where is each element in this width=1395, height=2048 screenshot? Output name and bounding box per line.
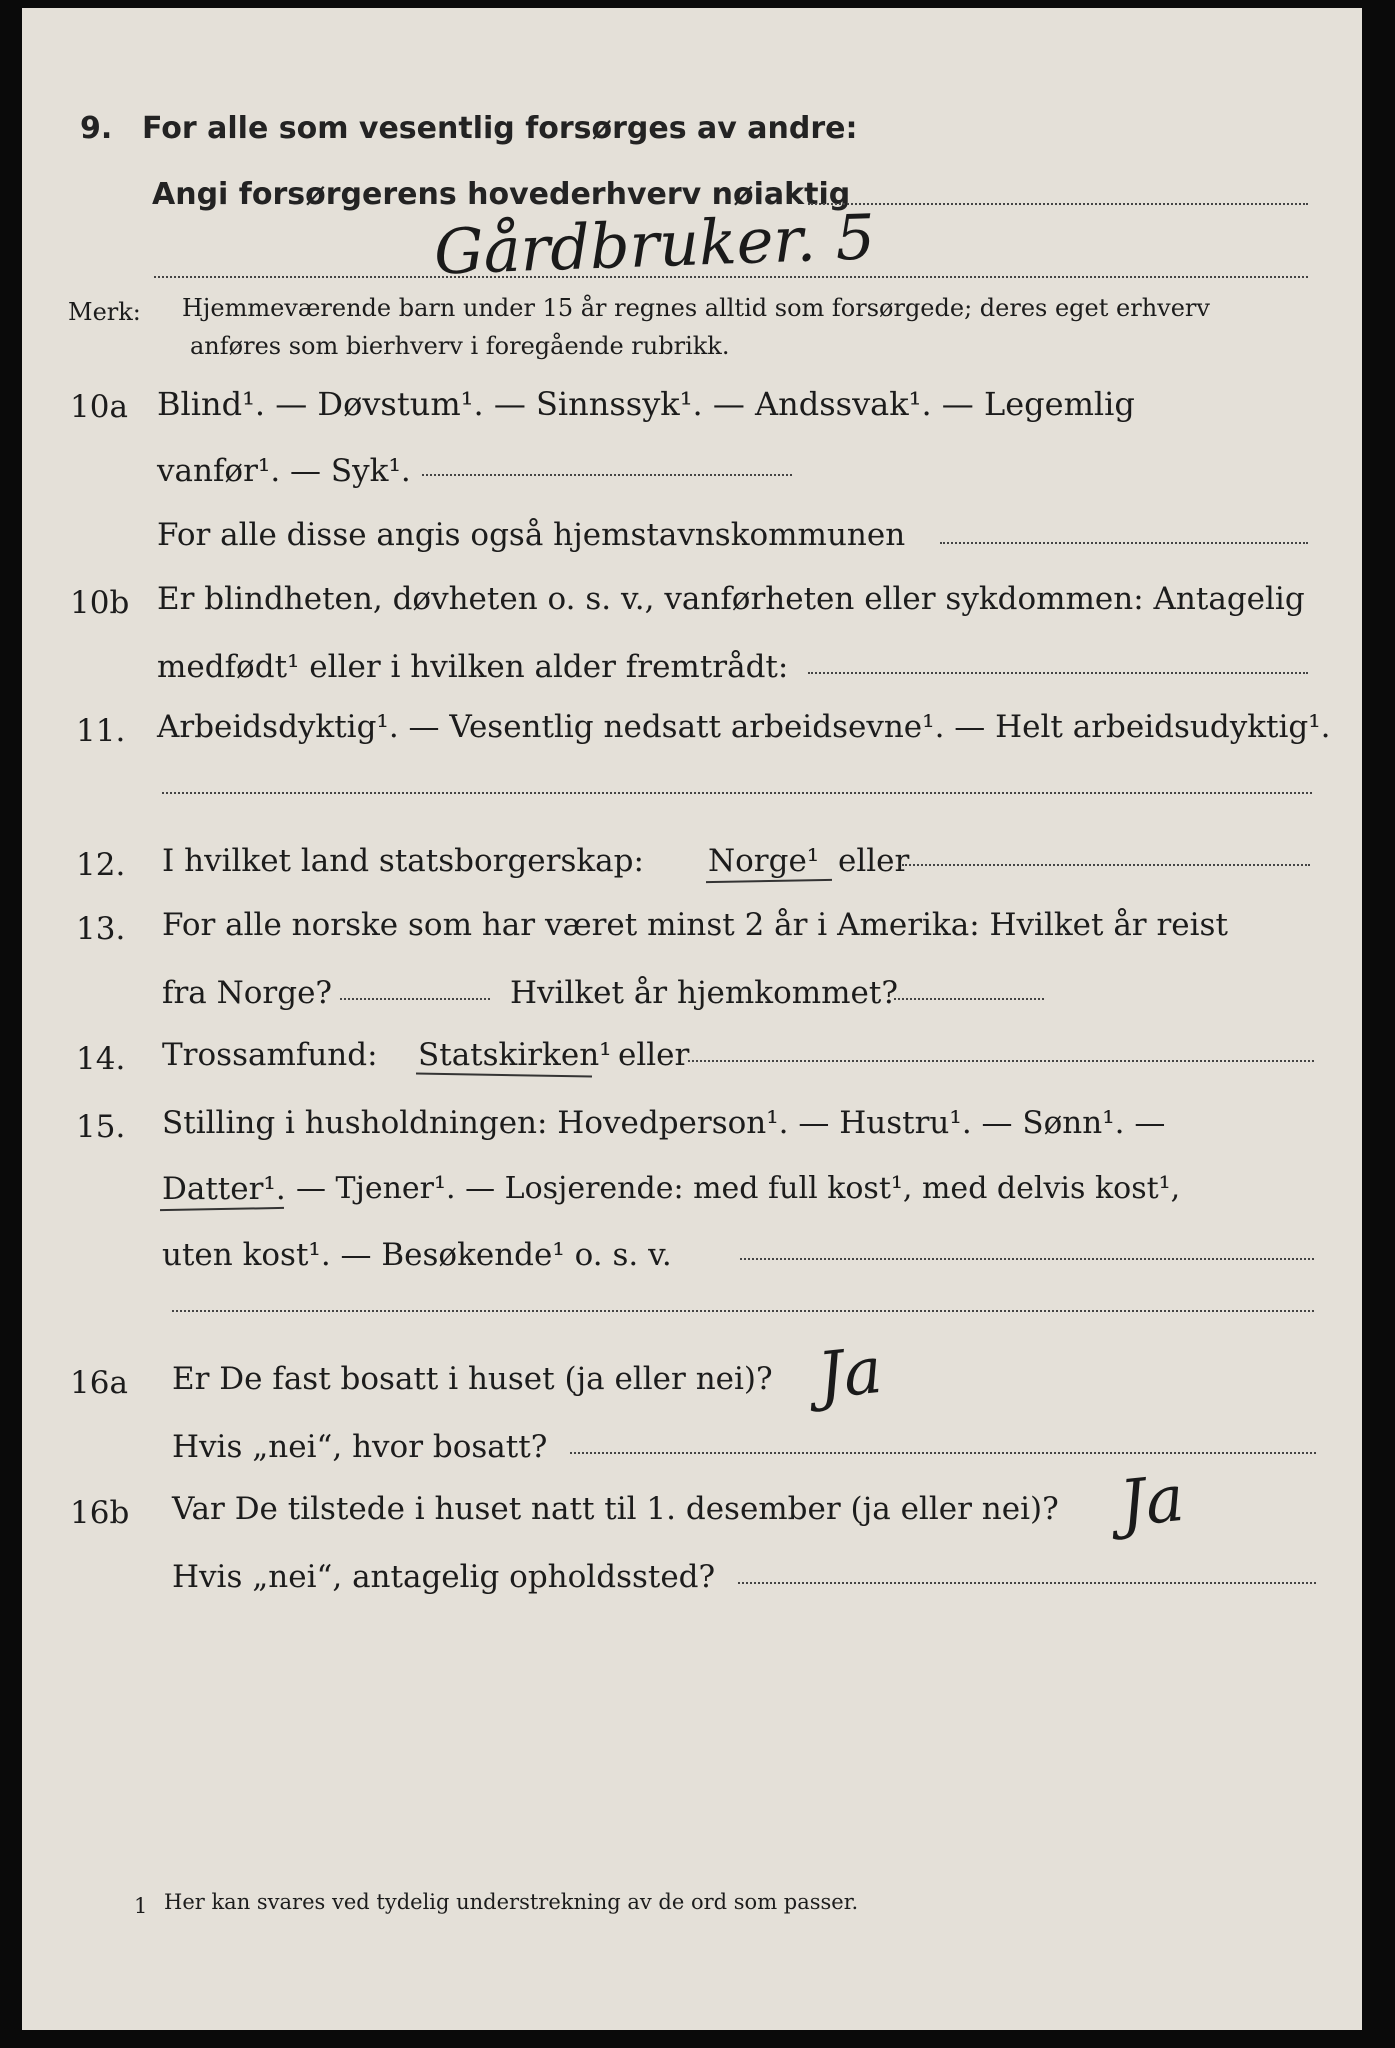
q10a-line-1: Blind¹. — Døvstum¹. — Sinnssyk¹. — Andssvak¹. — Legemlig xyxy=(157,385,1135,423)
q10b-number: 10b xyxy=(70,585,130,621)
q12-number: 12. xyxy=(76,847,126,883)
q11-line-1: Arbeidsdyktig¹. — Vesentlig nedsatt arbeidsevne¹. — Helt arbeidsudyktig¹. xyxy=(157,709,1331,745)
census-form-page xyxy=(22,8,1362,2030)
q16a-number: 16a xyxy=(70,1365,128,1401)
q15-choice-datter: Datter¹. xyxy=(162,1171,286,1207)
q16a-line-2-field xyxy=(570,1452,1316,1454)
q13-year-returned-field xyxy=(894,998,1044,1000)
q11-answer-line xyxy=(162,792,1312,794)
q9-title: For alle som vesentlig forsørges av andre: xyxy=(142,111,858,146)
q15-line-3: uten kost¹. — Besøkende¹ o. s. v. xyxy=(162,1237,672,1273)
q16b-line-2: Hvis „nei“, antagelig opholdssted? xyxy=(172,1559,716,1595)
note-label: Merk: xyxy=(68,298,141,326)
q14-suffix: eller xyxy=(618,1037,690,1073)
q15-line-3-field xyxy=(740,1258,1314,1260)
q14-field xyxy=(688,1060,1314,1062)
q13-line-2b: Hvilket år hjemkommet? xyxy=(510,975,898,1011)
q10b-line-2: medfødt¹ eller i hvilken alder fremtrådt: xyxy=(157,649,789,685)
q12-field xyxy=(902,864,1310,866)
q16b-line-1: Var De tilstede i huset natt til 1. desember (ja eller nei)? xyxy=(172,1491,1059,1527)
q10a-line-3: For alle disse angis også hjemstavnskommunen xyxy=(157,517,906,553)
q9-subtitle: Angi forsørgerens hovederhverv nøiaktig xyxy=(152,177,851,212)
q13-line-2a: fra Norge? xyxy=(162,975,333,1011)
q15-number: 15. xyxy=(76,1109,126,1145)
q16a-line-1: Er De fast bosatt i huset (ja eller nei)? xyxy=(172,1361,773,1397)
q16b-number: 16b xyxy=(70,1495,130,1531)
note-line-2: anføres som bierhverv i foregående rubrikk. xyxy=(190,332,730,360)
q10a-line-2: vanfør¹. — Syk¹. xyxy=(157,453,411,489)
q13-line-1: For alle norske som har været minst 2 år i Amerika: Hvilket år reist xyxy=(162,907,1228,943)
q9-handwritten-answer: Gårdbruker. 5 xyxy=(432,200,877,289)
q10b-line-2-field xyxy=(808,672,1308,674)
q9-answer-line xyxy=(154,276,1308,278)
q16b-line-2-field xyxy=(738,1582,1316,1584)
q16b-handwritten-answer: Ja xyxy=(1116,1461,1188,1543)
note-line-1: Hjemmeværende barn under 15 år regnes alltid som forsørgede; deres eget erhverv xyxy=(182,294,1210,322)
q12-choice-norge: Norge¹ xyxy=(708,843,820,879)
q12-prefix: I hvilket land statsborgerskap: xyxy=(162,843,644,879)
q10a-line-3-field xyxy=(940,542,1308,544)
q15-underline xyxy=(160,1207,284,1211)
q10a-number: 10a xyxy=(70,389,128,425)
q15-line-1: Stilling i husholdningen: Hovedperson¹. — Hustru¹. — Sønn¹. — xyxy=(162,1105,1166,1141)
q14-choice-statskirken: Statskirken¹ xyxy=(418,1037,612,1073)
footnote-mark: 1 xyxy=(134,1894,148,1918)
q15-answer-line xyxy=(172,1310,1314,1312)
q16a-handwritten-answer: Ja xyxy=(814,1333,886,1415)
footnote-text: Her kan svares ved tydelig understrekning av de ord som passer. xyxy=(164,1890,859,1914)
q13-number: 13. xyxy=(76,911,126,947)
q10a-line-2-field xyxy=(422,474,792,476)
q14-number: 14. xyxy=(76,1041,126,1077)
q12-underline xyxy=(706,879,832,883)
q9-sub-line xyxy=(808,203,1308,205)
q14-prefix: Trossamfund: xyxy=(162,1037,378,1073)
q11-number: 11. xyxy=(76,713,126,749)
q16a-line-2: Hvis „nei“, hvor bosatt? xyxy=(172,1429,548,1465)
q15-line-2: — Tjener¹. — Losjerende: med full kost¹, med delvis kost¹, xyxy=(296,1171,1181,1206)
q14-underline xyxy=(416,1072,592,1077)
q9-number: 9. xyxy=(80,111,113,146)
q13-year-left-field xyxy=(340,998,490,1000)
q10b-line-1: Er blindheten, døvheten o. s. v., vanførheten eller sykdommen: Antagelig xyxy=(157,581,1305,617)
q12-suffix: eller xyxy=(838,843,910,879)
